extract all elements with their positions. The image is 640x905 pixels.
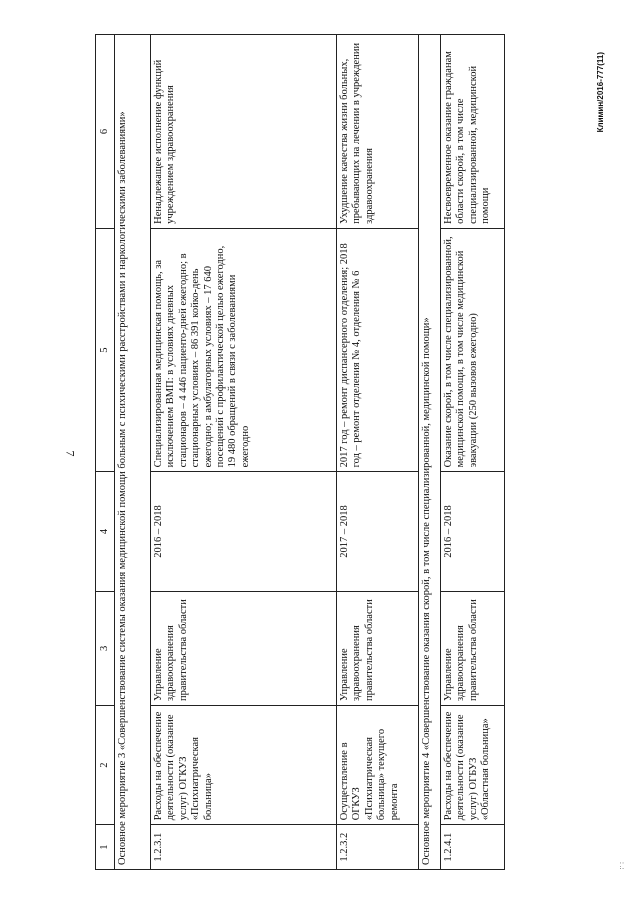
consequence: Ухудшение качества жизни больных, пребывающих на лечении в учреждении здравоохранения — [337, 35, 419, 229]
column-number: 2 — [96, 706, 115, 825]
measure-name: Осуществление в ОГКУЗ «Психиатрическая больница» текущего ремонта — [337, 706, 419, 825]
column-number: 6 — [96, 35, 115, 229]
scan-marks: : .: — [618, 862, 626, 870]
row-number: 1.2.3.1 — [151, 825, 337, 870]
consequence: Несвоевременное оказание гражданам области скорой, в том числе специализированной, медицинской помощи — [441, 35, 505, 229]
table-row — [337, 35, 419, 870]
period: 2017 – 2018 — [337, 472, 419, 591]
section-title: Основное мероприятие 3 «Совершенствование системы оказания медицинской помощи больным с психическими расстройствами и наркологическими заболеваниями» — [115, 35, 151, 870]
table-row — [151, 35, 337, 870]
executor: Управление здравоохранения правительства области — [337, 591, 419, 705]
row-number: 1.2.4.1 — [441, 825, 505, 870]
column-number: 4 — [96, 472, 115, 591]
column-number: 5 — [96, 228, 115, 472]
executor: Управление здравоохранения правительства области — [151, 591, 337, 705]
rotated-table-container — [95, 34, 505, 870]
column-number: 3 — [96, 591, 115, 705]
measure-name: Расходы на обеспечение деятельности (оказание услуг) ОГБУЗ «Областная больница» — [441, 706, 505, 825]
section-row — [115, 35, 151, 870]
executor: Управление здравоохранения правительства области — [441, 591, 505, 705]
measures-table — [95, 34, 505, 870]
column-number: 1 — [96, 825, 115, 870]
expected-result: 2017 год – ремонт диспансерного отделения; 2018 год – ремонт отделения № 4, отделения № 6 — [337, 228, 419, 472]
column-number-row — [96, 35, 115, 870]
document-code: Климин/2016-777(11) — [596, 52, 605, 133]
table-row — [441, 35, 505, 870]
section-row — [419, 35, 441, 870]
consequence: Ненадлежащее исполнение функций учреждением здравоохранения — [151, 35, 337, 229]
row-number: 1.2.3.2 — [337, 825, 419, 870]
period: 2016 – 2018 — [151, 472, 337, 591]
period: 2016 – 2018 — [441, 472, 505, 591]
expected-result: Специализированная медицинская помощь, за исключением ВМП: в условиях дневных стационаров – 4 446 пациенто-дней ежегодно; в стационарных условиях – 86 391 койко-день ежегодно; в амбулаторных условиях – 17 640 посещений с профилактической целью ежегодно, 19 480 обращений в связи с заболеваниями ежегодно — [151, 228, 337, 472]
page-number: 7 — [63, 450, 78, 457]
expected-result: Оказание скорой, в том числе специализированной, медицинской помощи, в том числе медицинской эвакуации (250 вызовов ежегодно) — [441, 228, 505, 472]
measure-name: Расходы на обеспечение деятельности (оказание услуг) ОГКУЗ «Психиатрическая больница» — [151, 706, 337, 825]
section-title: Основное мероприятие 4 «Совершенствование оказания скорой, в том числе специализированной, медицинской помощи» — [419, 35, 441, 870]
